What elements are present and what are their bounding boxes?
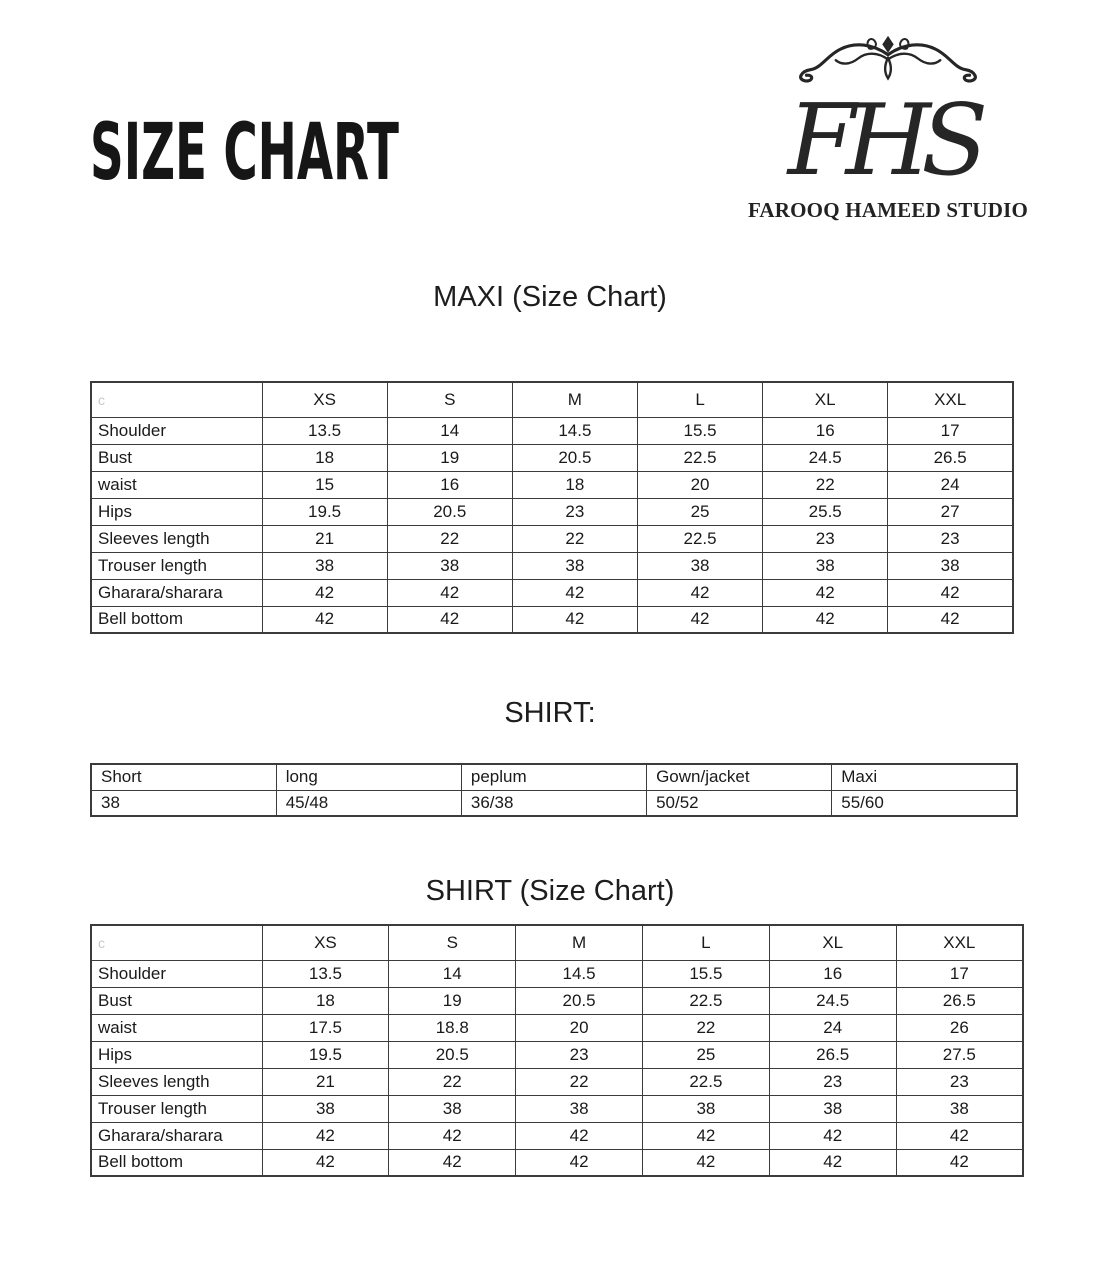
measurement-value-cell: 22.5	[637, 525, 762, 552]
measurement-value-cell: 38	[387, 552, 512, 579]
measurement-value-cell: 13.5	[262, 417, 387, 444]
measurement-value-cell: 42	[262, 1149, 389, 1176]
measurement-value-cell: 42	[769, 1149, 896, 1176]
size-column-header: XXL	[896, 925, 1023, 960]
size-column-header: XXL	[888, 382, 1013, 417]
measurement-value-cell: 42	[888, 579, 1013, 606]
measurement-row	[91, 552, 1013, 579]
measurement-row-label: Trouser length	[91, 1095, 262, 1122]
size-column-header: S	[389, 925, 516, 960]
measurement-row-label: Hips	[91, 498, 262, 525]
measurement-value-cell: 38	[888, 552, 1013, 579]
measurement-value-cell: 42	[262, 579, 387, 606]
measurement-value-cell: 19.5	[262, 1041, 389, 1068]
measurement-row	[91, 1068, 1023, 1095]
measurement-row	[91, 1041, 1023, 1068]
measurement-row	[91, 417, 1013, 444]
measurement-value-cell: 20	[516, 1014, 643, 1041]
shirt-length-table	[90, 763, 1018, 817]
measurement-value-cell: 18	[512, 471, 637, 498]
measurement-value-cell: 25.5	[763, 498, 888, 525]
measurement-value-cell: 21	[262, 525, 387, 552]
measurement-value-cell: 26.5	[896, 987, 1023, 1014]
measurement-value-cell: 42	[389, 1149, 516, 1176]
measurement-value-cell: 38	[512, 552, 637, 579]
measurement-row	[91, 579, 1013, 606]
measurement-value-cell: 42	[387, 579, 512, 606]
measurement-value-cell: 14.5	[516, 960, 643, 987]
measurement-value-cell: 19	[387, 444, 512, 471]
measurement-value-cell: 42	[637, 579, 762, 606]
measurement-value-cell: 26	[896, 1014, 1023, 1041]
measurement-row	[91, 498, 1013, 525]
measurement-value-cell: 26.5	[888, 444, 1013, 471]
measurement-value-cell: 23	[512, 498, 637, 525]
measurement-value-cell: 14.5	[512, 417, 637, 444]
measurement-row-label: Bust	[91, 444, 262, 471]
maxi-section-heading: MAXI (Size Chart)	[433, 281, 667, 313]
shirt-length-column-header: Maxi	[832, 764, 1017, 790]
shirt-length-value-cell: 45/48	[276, 790, 461, 816]
maxi-size-table	[90, 381, 1014, 634]
measurement-value-cell: 21	[262, 1068, 389, 1095]
measurement-value-cell: 16	[763, 417, 888, 444]
measurement-row-label: waist	[91, 471, 262, 498]
measurement-value-cell: 20.5	[389, 1041, 516, 1068]
measurement-value-cell: 17.5	[262, 1014, 389, 1041]
measurement-row-label: Trouser length	[91, 552, 262, 579]
measurement-value-cell: 24	[769, 1014, 896, 1041]
measurement-value-cell: 42	[262, 606, 387, 633]
measurement-value-cell: 16	[769, 960, 896, 987]
measurement-value-cell: 22	[763, 471, 888, 498]
measurement-value-cell: 38	[642, 1095, 769, 1122]
measurement-value-cell: 24	[888, 471, 1013, 498]
measurement-value-cell: 15.5	[637, 417, 762, 444]
shirt-length-column-header: long	[276, 764, 461, 790]
measurement-row	[91, 987, 1023, 1014]
measurement-value-cell: 22	[512, 525, 637, 552]
measurement-value-cell: 42	[387, 606, 512, 633]
shirt-lengths-heading: SHIRT:	[504, 697, 596, 729]
measurement-value-cell: 20.5	[512, 444, 637, 471]
measurement-row	[91, 1122, 1023, 1149]
measurement-row-label: Shoulder	[91, 960, 262, 987]
measurement-value-cell: 27.5	[896, 1041, 1023, 1068]
measurement-value-cell: 14	[389, 960, 516, 987]
measurement-row-label: Bell bottom	[91, 1149, 262, 1176]
size-header-row	[91, 382, 1013, 417]
measurement-value-cell: 42	[516, 1122, 643, 1149]
measurement-row-label: Sleeves length	[91, 525, 262, 552]
measurement-row	[91, 606, 1013, 633]
measurement-value-cell: 42	[769, 1122, 896, 1149]
brand-logo	[748, 28, 1028, 223]
shirt-length-column-header: Gown/jacket	[647, 764, 832, 790]
measurement-value-cell: 22	[516, 1068, 643, 1095]
corner-label-cell: c	[91, 382, 262, 417]
measurement-row	[91, 525, 1013, 552]
measurement-value-cell: 22.5	[642, 1068, 769, 1095]
shirt-length-value-cell: 50/52	[647, 790, 832, 816]
measurement-value-cell: 42	[763, 606, 888, 633]
measurement-row-label: Gharara/sharara	[91, 1122, 262, 1149]
corner-label-cell: c	[91, 925, 262, 960]
measurement-value-cell: 42	[888, 606, 1013, 633]
measurement-row-label: Bell bottom	[91, 606, 262, 633]
measurement-value-cell: 17	[896, 960, 1023, 987]
measurement-row-label: waist	[91, 1014, 262, 1041]
measurement-value-cell: 24.5	[769, 987, 896, 1014]
measurement-value-cell: 20.5	[387, 498, 512, 525]
measurement-row	[91, 960, 1023, 987]
measurement-value-cell: 38	[262, 1095, 389, 1122]
measurement-value-cell: 38	[896, 1095, 1023, 1122]
measurement-value-cell: 18	[262, 444, 387, 471]
page-header	[0, 0, 1100, 262]
measurement-value-cell: 42	[642, 1149, 769, 1176]
measurement-row	[91, 444, 1013, 471]
measurement-value-cell: 38	[637, 552, 762, 579]
measurement-value-cell: 23	[888, 525, 1013, 552]
shirt-length-header-row	[91, 764, 1017, 790]
brand-name: FAROOQ HAMEED STUDIO	[747, 197, 1029, 222]
measurement-value-cell: 38	[769, 1095, 896, 1122]
measurement-value-cell: 42	[516, 1149, 643, 1176]
measurement-value-cell: 38	[262, 552, 387, 579]
measurement-value-cell: 27	[888, 498, 1013, 525]
measurement-row-label: Gharara/sharara	[91, 579, 262, 606]
measurement-value-cell: 22.5	[637, 444, 762, 471]
measurement-value-cell: 13.5	[262, 960, 389, 987]
page-title: SIZE CHART	[90, 108, 399, 198]
measurement-value-cell: 42	[512, 579, 637, 606]
measurement-value-cell: 25	[637, 498, 762, 525]
measurement-value-cell: 38	[516, 1095, 643, 1122]
measurement-value-cell: 24.5	[763, 444, 888, 471]
measurement-value-cell: 18	[262, 987, 389, 1014]
measurement-value-cell: 23	[769, 1068, 896, 1095]
shirt-length-column-header: peplum	[461, 764, 646, 790]
measurement-value-cell: 38	[763, 552, 888, 579]
measurement-value-cell: 23	[896, 1068, 1023, 1095]
measurement-value-cell: 18.8	[389, 1014, 516, 1041]
measurement-value-cell: 20	[637, 471, 762, 498]
shirt-section-heading: SHIRT (Size Chart)	[425, 875, 675, 907]
measurement-row	[91, 1014, 1023, 1041]
size-column-header: S	[387, 382, 512, 417]
measurement-row	[91, 1095, 1023, 1122]
measurement-row	[91, 471, 1013, 498]
measurement-value-cell: 42	[512, 606, 637, 633]
measurement-row-label: Bust	[91, 987, 262, 1014]
size-column-header: XS	[262, 925, 389, 960]
shirt-length-column-header: Short	[91, 764, 276, 790]
measurement-value-cell: 22	[387, 525, 512, 552]
size-column-header: XS	[262, 382, 387, 417]
measurement-value-cell: 42	[896, 1122, 1023, 1149]
measurement-value-cell: 26.5	[769, 1041, 896, 1068]
size-column-header: L	[637, 382, 762, 417]
measurement-value-cell: 19	[389, 987, 516, 1014]
measurement-value-cell: 15	[262, 471, 387, 498]
measurement-row-label: Hips	[91, 1041, 262, 1068]
measurement-value-cell: 25	[642, 1041, 769, 1068]
measurement-row-label: Shoulder	[91, 417, 262, 444]
size-column-header: M	[512, 382, 637, 417]
measurement-value-cell: 23	[516, 1041, 643, 1068]
brand-monogram: FHS	[787, 84, 979, 198]
measurement-value-cell: 38	[389, 1095, 516, 1122]
shirt-length-value-cell: 36/38	[461, 790, 646, 816]
shirt-length-value-cell: 38	[91, 790, 276, 816]
measurement-value-cell: 42	[262, 1122, 389, 1149]
measurement-value-cell: 42	[896, 1149, 1023, 1176]
measurement-value-cell: 22	[642, 1014, 769, 1041]
measurement-row-label: Sleeves length	[91, 1068, 262, 1095]
measurement-value-cell: 42	[389, 1122, 516, 1149]
size-header-row	[91, 925, 1023, 960]
size-column-header: XL	[769, 925, 896, 960]
measurement-value-cell: 17	[888, 417, 1013, 444]
measurement-value-cell: 19.5	[262, 498, 387, 525]
measurement-value-cell: 42	[763, 579, 888, 606]
measurement-value-cell: 14	[387, 417, 512, 444]
size-column-header: L	[642, 925, 769, 960]
size-column-header: XL	[763, 382, 888, 417]
shirt-length-value-row	[91, 790, 1017, 816]
measurement-value-cell: 22.5	[642, 987, 769, 1014]
measurement-value-cell: 16	[387, 471, 512, 498]
measurement-value-cell: 15.5	[642, 960, 769, 987]
measurement-value-cell: 22	[389, 1068, 516, 1095]
measurement-value-cell: 42	[637, 606, 762, 633]
shirt-length-value-cell: 55/60	[832, 790, 1017, 816]
shirt-size-table	[90, 924, 1024, 1177]
measurement-value-cell: 20.5	[516, 987, 643, 1014]
measurement-value-cell: 42	[642, 1122, 769, 1149]
measurement-row	[91, 1149, 1023, 1176]
size-column-header: M	[516, 925, 643, 960]
measurement-value-cell: 23	[763, 525, 888, 552]
